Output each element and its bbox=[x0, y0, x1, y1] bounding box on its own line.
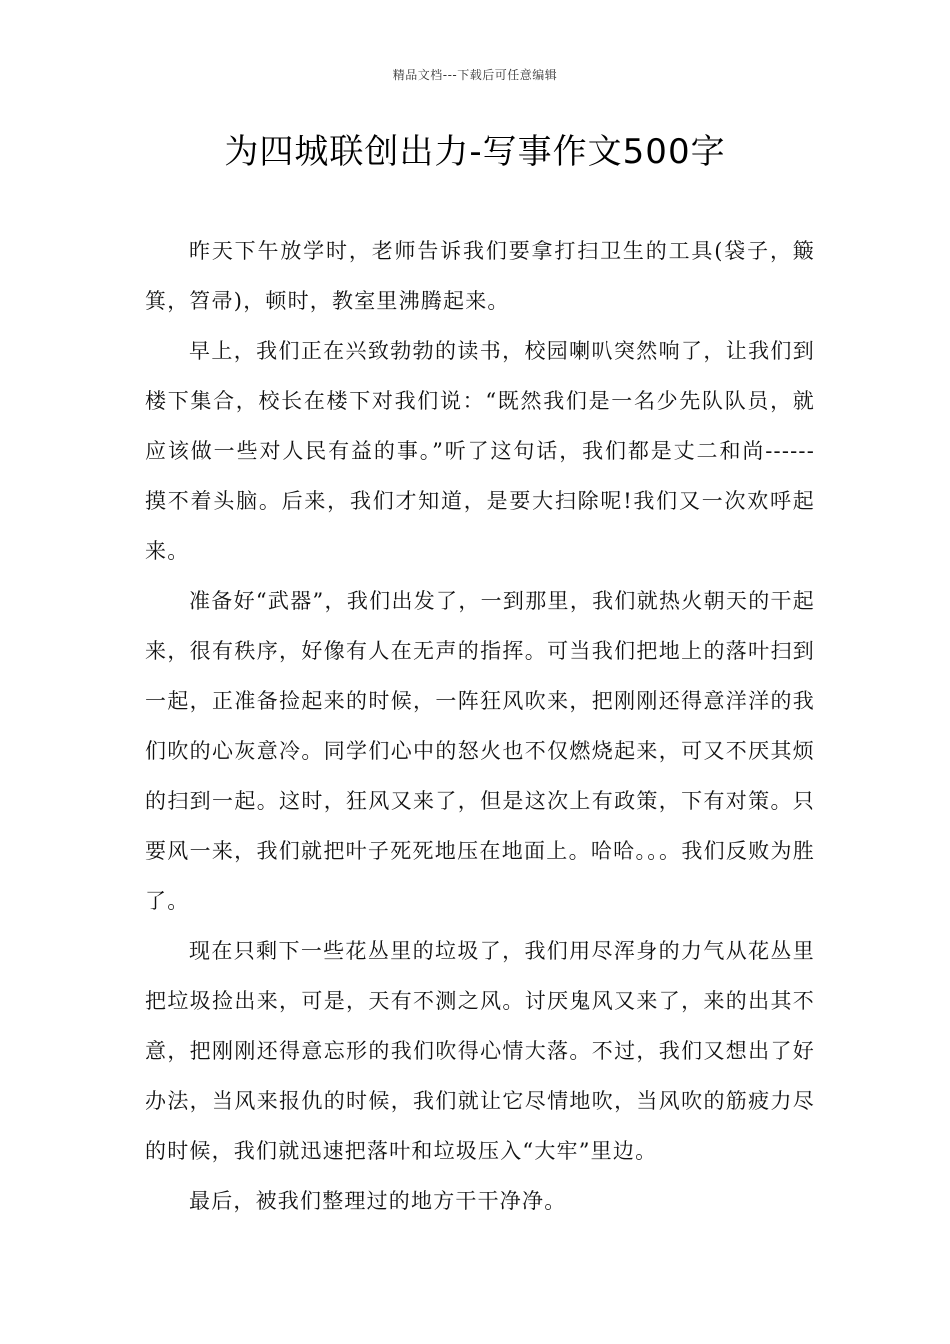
paragraph-1: 昨天下午放学时，老师告诉我们要拿打扫卫生的工具(袋子，簸箕，笤帚)，顿时，教室里沸腾起来。 bbox=[145, 239, 815, 313]
paragraph-5: 最后，被我们整理过的地方干干净净。 bbox=[189, 1189, 567, 1213]
header-note: 精品文档---下载后可任意编辑 bbox=[392, 68, 558, 82]
paragraph-3: 准备好“武器”，我们出发了，一到那里，我们就热火朝天的干起来，很有秩序，好像有人在无声的指挥。可当我们把地上的落叶扫到一起，正准备捡起来的时候，一阵狂风吹来，把刚刚还得意洋洋的我们吹的心灰意冷。同学们心中的怒火也不仅燃烧起来，可又不厌其烦的扫到一起。这时，狂风又来了，但是这次上有政策，下有对策。只要风一来，我们就把叶子死死地压在地面上。哈哈。。。我们反败为胜了。 bbox=[145, 589, 815, 913]
document-title: 为四城联创出力-写事作文500字 bbox=[224, 132, 726, 172]
paragraph-2: 早上，我们正在兴致勃勃的读书，校园喇叭突然响了，让我们到楼下集合，校长在楼下对我们说：“既然我们是一名少先队队员，就应该做一些对人民有益的事。”听了这句话，我们都是丈二和尚------摸不着头脑。后来，我们才知道，是要大扫除呢!我们又一次欢呼起来。 bbox=[145, 339, 815, 563]
essay-body bbox=[145, 226, 815, 1226]
paragraph-4: 现在只剩下一些花丛里的垃圾了，我们用尽浑身的力气从花丛里把垃圾捡出来，可是，天有不测之风。讨厌鬼风又来了，来的出其不意，把刚刚还得意忘形的我们吹得心情大落。不过，我们又想出了好办法，当风来报仇的时候，我们就让它尽情地吹，当风吹的筋疲力尽的时候，我们就迅速把落叶和垃圾压入“大牢”里边。 bbox=[145, 939, 815, 1163]
